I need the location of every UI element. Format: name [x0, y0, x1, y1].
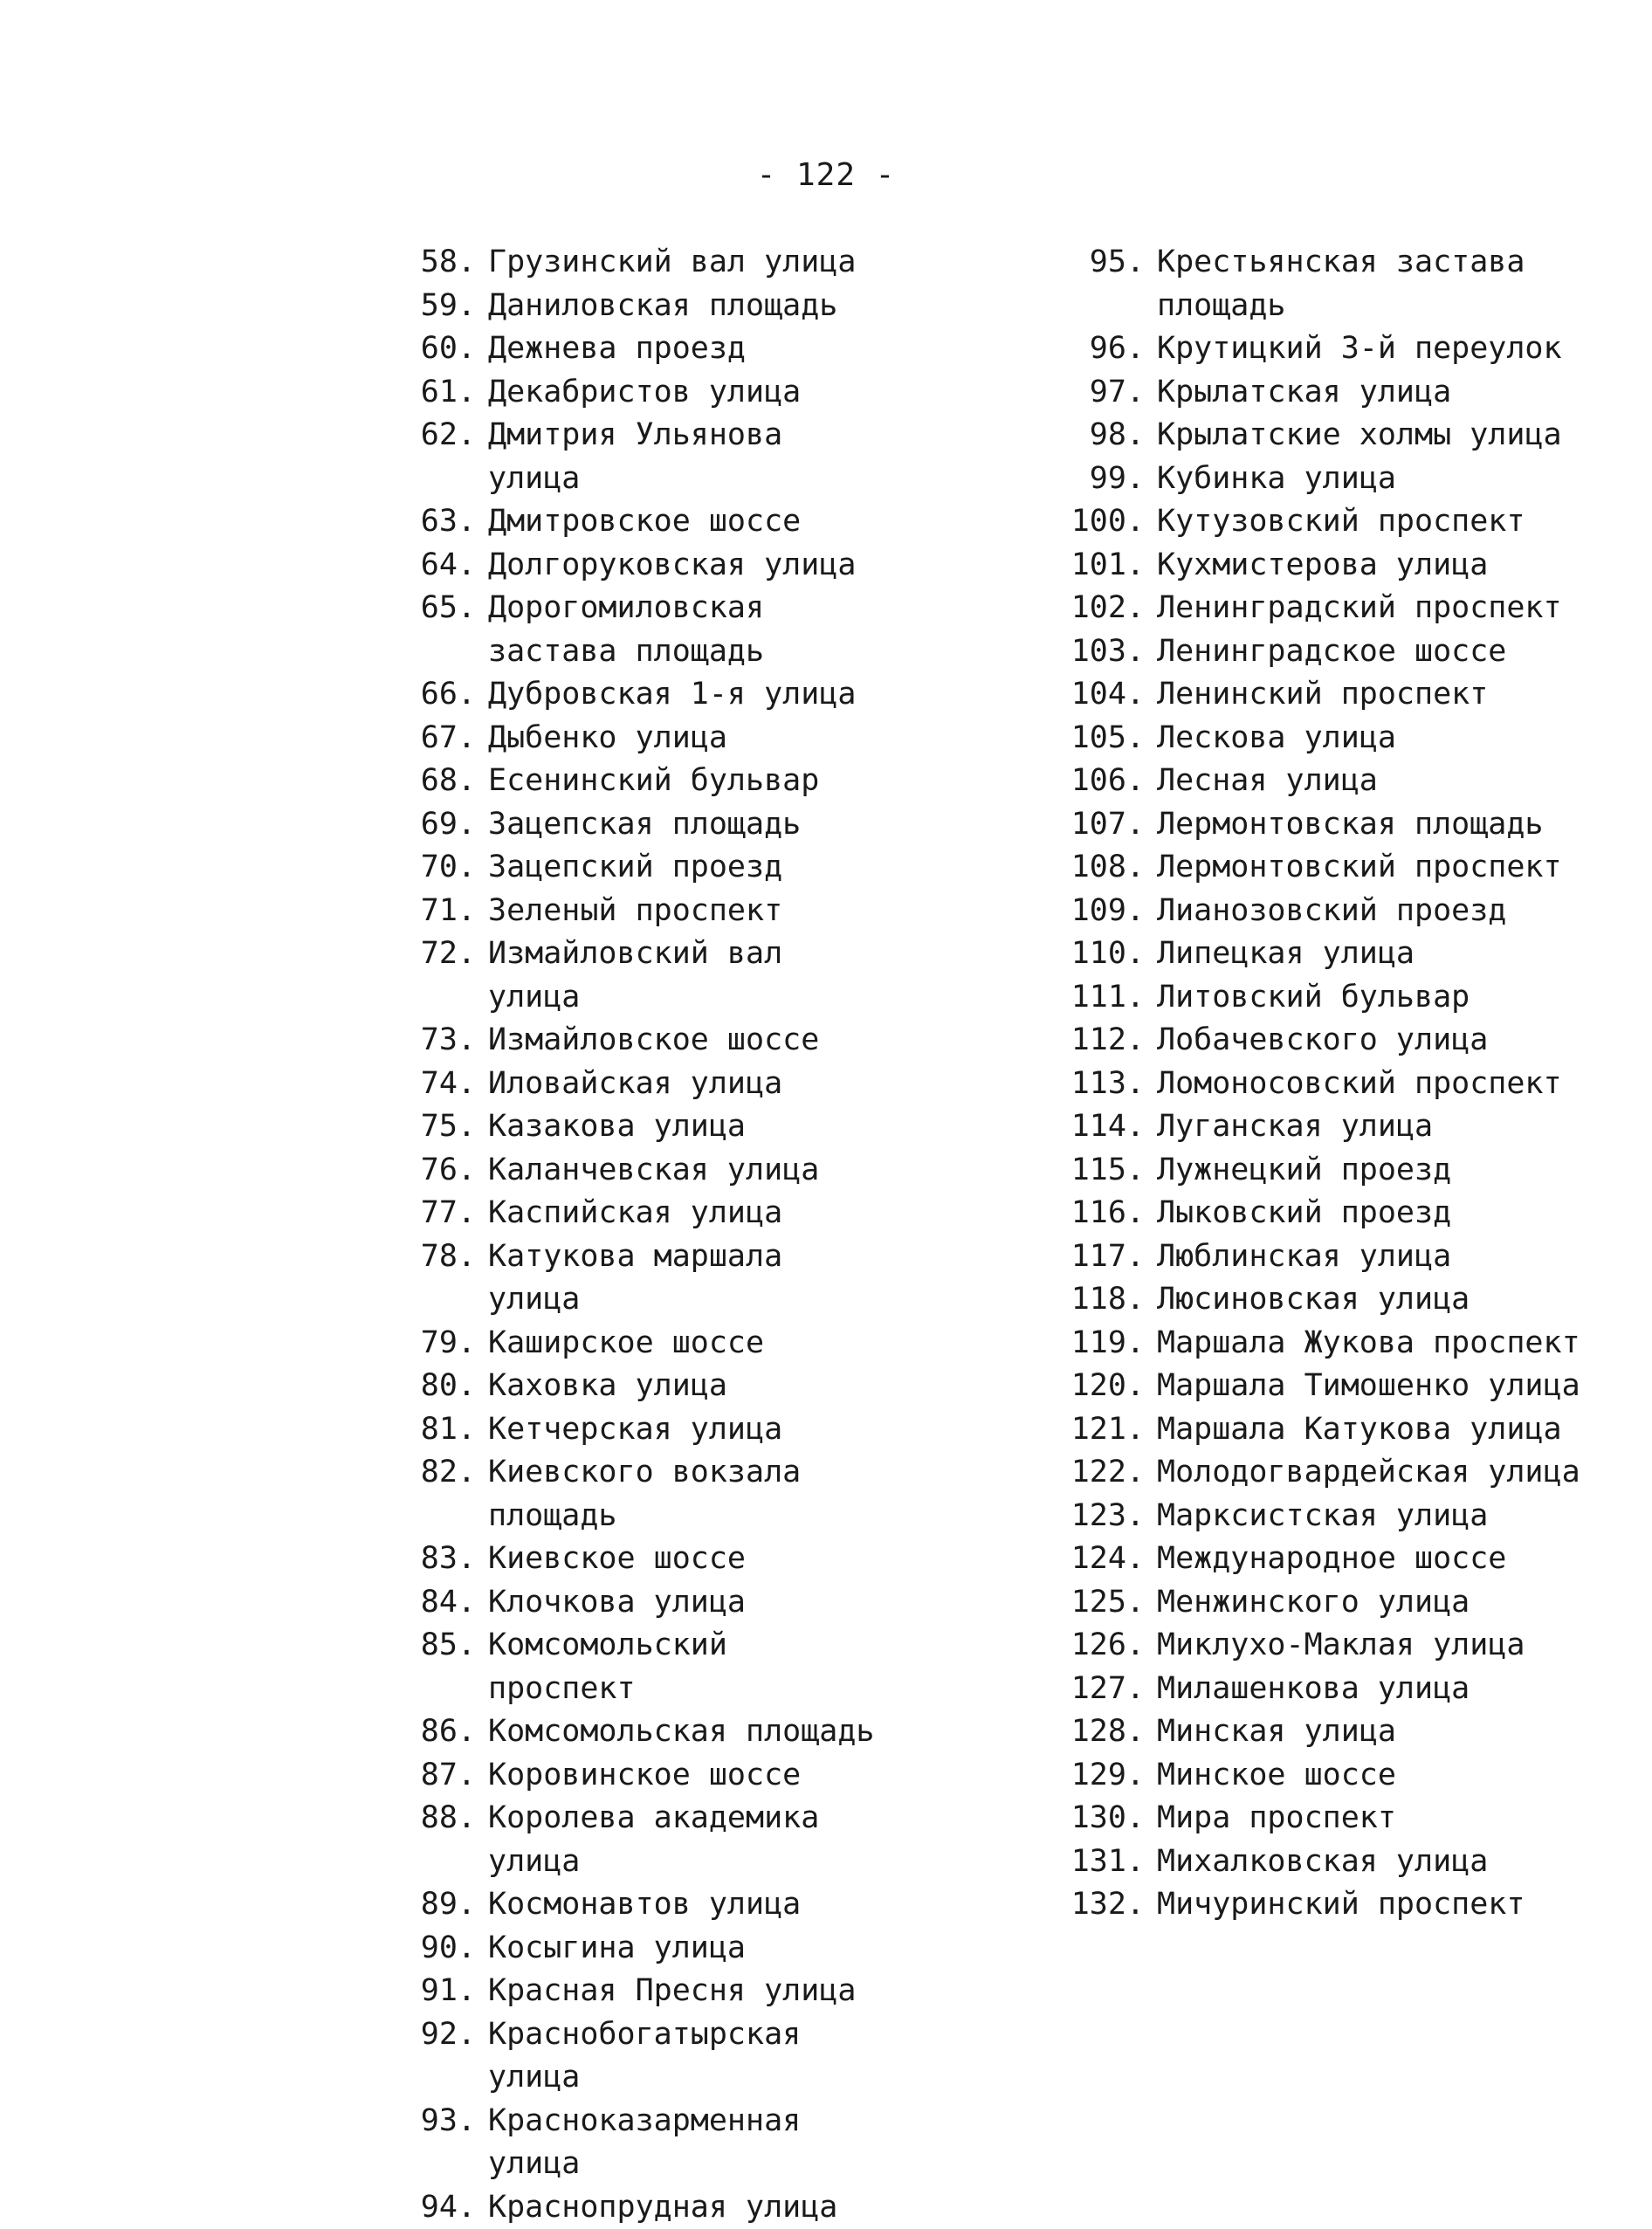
item-number: 103. [1061, 630, 1145, 674]
list-item [397, 500, 1061, 544]
street-name: Декабристов улица [476, 371, 890, 415]
item-number: 59. [397, 285, 476, 328]
street-name: Дмитрия Ульянова улица [476, 414, 890, 500]
street-name: Каховка улица [476, 1365, 890, 1408]
street-name: Крестьянская застава площадь [1145, 241, 1637, 327]
item-number: 91. [397, 1970, 476, 2013]
list-item [397, 760, 1061, 803]
street-name: Лобачевского улица [1145, 1019, 1488, 1063]
item-number: 96. [1061, 327, 1145, 371]
street-name: Лермонтовский проспект [1145, 846, 1562, 890]
list-item [1061, 673, 1637, 717]
item-number: 90. [397, 1927, 476, 1971]
item-number: 66. [397, 673, 476, 717]
page-number: - 122 - [0, 157, 1652, 193]
street-name: Марксистская улица [1145, 1495, 1488, 1538]
item-number: 124. [1061, 1538, 1145, 1581]
list-item [397, 544, 1061, 588]
street-list-left-column [397, 241, 1061, 2229]
street-name: Ленинградское шоссе [1145, 630, 1506, 674]
street-name: Иловайская улица [476, 1063, 890, 1106]
street-name: Крутицкий 3-й переулок [1145, 327, 1562, 371]
list-item [1061, 1883, 1637, 1927]
item-number: 105. [1061, 717, 1145, 760]
list-item [397, 2100, 1061, 2186]
item-number: 131. [1061, 1840, 1145, 1884]
item-number: 130. [1061, 1797, 1145, 1840]
list-item [1061, 630, 1637, 674]
street-name: Лианозовский проезд [1145, 890, 1506, 933]
list-item [1061, 1668, 1637, 1711]
list-item [397, 803, 1061, 847]
list-item [397, 1754, 1061, 1798]
item-number: 72. [397, 932, 476, 1019]
item-number: 95. [1061, 241, 1145, 327]
item-number: 87. [397, 1754, 476, 1798]
street-name: Милашенкова улица [1145, 1668, 1470, 1711]
street-name: Молодогвардейская улица [1145, 1451, 1580, 1495]
list-item [1061, 414, 1637, 457]
item-number: 62. [397, 414, 476, 500]
street-name: Казакова улица [476, 1105, 890, 1149]
street-name: Ленинский проспект [1145, 673, 1488, 717]
list-item [1061, 1495, 1637, 1538]
item-number: 104. [1061, 673, 1145, 717]
street-list-right-column [1061, 241, 1637, 1927]
list-item [1061, 544, 1637, 588]
list-item [1061, 241, 1637, 327]
list-item [397, 1538, 1061, 1581]
street-name: Михалковская улица [1145, 1840, 1488, 1884]
list-item [397, 846, 1061, 890]
list-item [397, 1970, 1061, 2013]
list-item [397, 1105, 1061, 1149]
list-item [1061, 846, 1637, 890]
item-number: 73. [397, 1019, 476, 1063]
street-name: Дежнева проезд [476, 327, 890, 371]
street-name: Ломоносовский проспект [1145, 1063, 1562, 1106]
item-number: 113. [1061, 1063, 1145, 1106]
list-item [397, 1797, 1061, 1883]
list-item [1061, 1840, 1637, 1884]
item-number: 121. [1061, 1408, 1145, 1452]
item-number: 77. [397, 1192, 476, 1235]
item-number: 74. [397, 1063, 476, 1106]
street-name: Краснопрудная улица [476, 2186, 890, 2229]
item-number: 115. [1061, 1149, 1145, 1193]
list-item [397, 1365, 1061, 1408]
street-name: Красная Пресня улица [476, 1970, 890, 2013]
street-name: Мира проспект [1145, 1797, 1396, 1840]
street-name: Комсомольский проспект [476, 1624, 890, 1710]
item-number: 122. [1061, 1451, 1145, 1495]
list-item [1061, 1192, 1637, 1235]
item-number: 70. [397, 846, 476, 890]
list-item [1061, 327, 1637, 371]
item-number: 61. [397, 371, 476, 415]
item-number: 94. [397, 2186, 476, 2229]
street-name: Долгоруковская улица [476, 544, 890, 588]
list-item [1061, 1797, 1637, 1840]
street-name: Королева академика улица [476, 1797, 890, 1883]
list-item [397, 1883, 1061, 1927]
list-item [397, 1581, 1061, 1625]
street-name: Зацепский проезд [476, 846, 890, 890]
list-item [1061, 500, 1637, 544]
item-number: 111. [1061, 976, 1145, 1020]
street-name: Кубинка улица [1145, 457, 1396, 501]
street-name: Кутузовский проспект [1145, 500, 1525, 544]
street-name: Киевское шоссе [476, 1538, 890, 1581]
street-name: Грузинский вал улица [476, 241, 890, 285]
list-item [1061, 932, 1637, 976]
item-number: 80. [397, 1365, 476, 1408]
item-number: 67. [397, 717, 476, 760]
item-number: 118. [1061, 1278, 1145, 1322]
list-item [1061, 1581, 1637, 1625]
street-name: Мичуринский проспект [1145, 1883, 1525, 1927]
item-number: 79. [397, 1322, 476, 1366]
street-name: Крылатская улица [1145, 371, 1451, 415]
street-name: Измайловское шоссе [476, 1019, 890, 1063]
street-name: Маршала Тимошенко улица [1145, 1365, 1580, 1408]
list-item [397, 932, 1061, 1019]
item-number: 83. [397, 1538, 476, 1581]
list-item [1061, 890, 1637, 933]
street-name: Лесная улица [1145, 760, 1378, 803]
list-item [1061, 371, 1637, 415]
street-name: Лермонтовская площадь [1145, 803, 1544, 847]
item-number: 89. [397, 1883, 476, 1927]
list-item [1061, 1278, 1637, 1322]
street-name: Крылатские холмы улица [1145, 414, 1562, 457]
street-name: Каланчевская улица [476, 1149, 890, 1193]
item-number: 58. [397, 241, 476, 285]
list-item [397, 1322, 1061, 1366]
list-item [1061, 1063, 1637, 1106]
item-number: 75. [397, 1105, 476, 1149]
item-number: 92. [397, 2013, 476, 2100]
street-name: Красноказарменная улица [476, 2100, 890, 2186]
item-number: 112. [1061, 1019, 1145, 1063]
street-name: Дмитровское шоссе [476, 500, 890, 544]
item-number: 110. [1061, 932, 1145, 976]
street-name: Дорогомиловская застава площадь [476, 587, 890, 673]
item-number: 84. [397, 1581, 476, 1625]
list-item [1061, 976, 1637, 1020]
list-item [1061, 1322, 1637, 1366]
list-item [1061, 1538, 1637, 1581]
street-name: Кухмистерова улица [1145, 544, 1488, 588]
item-number: 114. [1061, 1105, 1145, 1149]
street-name: Кетчерская улица [476, 1408, 890, 1452]
list-item [1061, 803, 1637, 847]
street-name: Краснобогатырская улица [476, 2013, 890, 2100]
list-item [1061, 1710, 1637, 1754]
list-item [397, 1063, 1061, 1106]
street-name: Зеленый проспект [476, 890, 890, 933]
street-name: Клочкова улица [476, 1581, 890, 1625]
street-name: Каспийская улица [476, 1192, 890, 1235]
list-item [397, 371, 1061, 415]
list-item [397, 285, 1061, 328]
list-item [397, 1624, 1061, 1710]
item-number: 116. [1061, 1192, 1145, 1235]
street-name: Минское шоссе [1145, 1754, 1396, 1798]
list-item [397, 414, 1061, 500]
list-item [397, 587, 1061, 673]
item-number: 109. [1061, 890, 1145, 933]
item-number: 117. [1061, 1235, 1145, 1279]
item-number: 93. [397, 2100, 476, 2186]
street-name: Комсомольская площадь [476, 1710, 890, 1754]
street-name: Лужнецкий проезд [1145, 1149, 1451, 1193]
list-item [1061, 1235, 1637, 1279]
street-name: Даниловская площадь [476, 285, 890, 328]
item-number: 85. [397, 1624, 476, 1710]
list-item [397, 717, 1061, 760]
list-item [1061, 1754, 1637, 1798]
list-item [397, 1710, 1061, 1754]
item-number: 100. [1061, 500, 1145, 544]
item-number: 108. [1061, 846, 1145, 890]
item-number: 81. [397, 1408, 476, 1452]
street-name: Есенинский бульвар [476, 760, 890, 803]
list-item [1061, 1624, 1637, 1668]
list-item [1061, 457, 1637, 501]
list-item [397, 2186, 1061, 2229]
list-item [1061, 1105, 1637, 1149]
item-number: 132. [1061, 1883, 1145, 1927]
list-item [397, 1019, 1061, 1063]
item-number: 86. [397, 1710, 476, 1754]
list-item [1061, 1019, 1637, 1063]
street-name: Ленинградский проспект [1145, 587, 1562, 630]
item-number: 102. [1061, 587, 1145, 630]
street-name: Зацепская площадь [476, 803, 890, 847]
list-item [397, 1235, 1061, 1322]
item-number: 97. [1061, 371, 1145, 415]
street-name: Лескова улица [1145, 717, 1396, 760]
item-number: 123. [1061, 1495, 1145, 1538]
list-item [397, 890, 1061, 933]
item-number: 120. [1061, 1365, 1145, 1408]
item-number: 76. [397, 1149, 476, 1193]
list-item [397, 1451, 1061, 1538]
item-number: 127. [1061, 1668, 1145, 1711]
item-number: 129. [1061, 1754, 1145, 1798]
list-item [397, 673, 1061, 717]
item-number: 65. [397, 587, 476, 673]
street-name: Измайловский вал улица [476, 932, 890, 1019]
list-item [1061, 1149, 1637, 1193]
street-name: Маршала Жукова проспект [1145, 1322, 1580, 1366]
item-number: 99. [1061, 457, 1145, 501]
list-item [397, 1927, 1061, 1971]
list-item [1061, 1408, 1637, 1452]
item-number: 107. [1061, 803, 1145, 847]
item-number: 69. [397, 803, 476, 847]
list-item [397, 1192, 1061, 1235]
list-item [397, 2013, 1061, 2100]
list-item [1061, 1365, 1637, 1408]
item-number: 68. [397, 760, 476, 803]
item-number: 88. [397, 1797, 476, 1883]
item-number: 60. [397, 327, 476, 371]
list-item [397, 327, 1061, 371]
street-name: Лыковский проезд [1145, 1192, 1451, 1235]
list-item [1061, 1451, 1637, 1495]
street-name: Маршала Катукова улица [1145, 1408, 1562, 1452]
item-number: 71. [397, 890, 476, 933]
list-item [1061, 717, 1637, 760]
item-number: 64. [397, 544, 476, 588]
street-name: Липецкая улица [1145, 932, 1415, 976]
street-name: Менжинского улица [1145, 1581, 1470, 1625]
list-item [397, 1408, 1061, 1452]
street-name: Космонавтов улица [476, 1883, 890, 1927]
street-name: Косыгина улица [476, 1927, 890, 1971]
street-name: Коровинское шоссе [476, 1754, 890, 1798]
list-item [1061, 760, 1637, 803]
item-number: 119. [1061, 1322, 1145, 1366]
list-item [397, 241, 1061, 285]
street-name: Люсиновская улица [1145, 1278, 1470, 1322]
item-number: 82. [397, 1451, 476, 1538]
street-name: Дыбенко улица [476, 717, 890, 760]
street-name: Миклухо-Маклая улица [1145, 1624, 1525, 1668]
item-number: 128. [1061, 1710, 1145, 1754]
street-name: Каширское шоссе [476, 1322, 890, 1366]
item-number: 106. [1061, 760, 1145, 803]
item-number: 126. [1061, 1624, 1145, 1668]
item-number: 125. [1061, 1581, 1145, 1625]
street-name: Киевского вокзала площадь [476, 1451, 890, 1538]
street-name: Международное шоссе [1145, 1538, 1506, 1581]
street-name: Люблинская улица [1145, 1235, 1451, 1279]
item-number: 101. [1061, 544, 1145, 588]
list-item [1061, 587, 1637, 630]
list-item [397, 1149, 1061, 1193]
street-name: Дубровская 1-я улица [476, 673, 890, 717]
street-name: Луганская улица [1145, 1105, 1433, 1149]
street-name: Катукова маршала улица [476, 1235, 890, 1322]
item-number: 98. [1061, 414, 1145, 457]
street-name: Минская улица [1145, 1710, 1396, 1754]
street-name: Литовский бульвар [1145, 976, 1470, 1020]
item-number: 63. [397, 500, 476, 544]
item-number: 78. [397, 1235, 476, 1322]
